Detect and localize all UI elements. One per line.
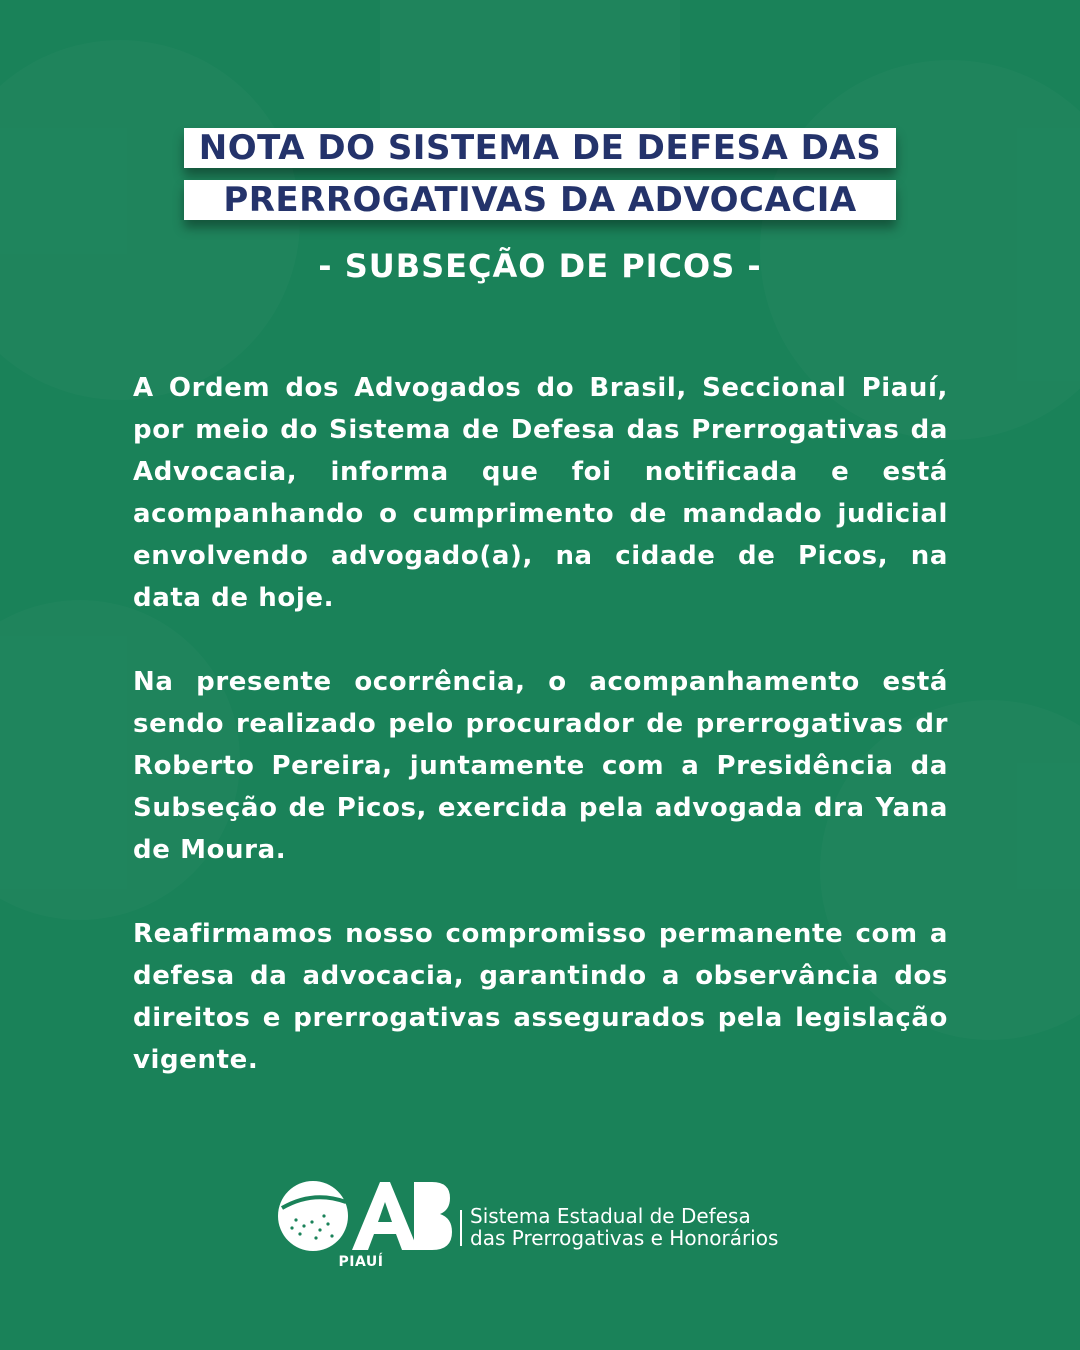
paragraph-1: A Ordem dos Advogados do Brasil, Seccional Piauí, por meio do Sistema de Defesa das Prerrogativas da Advocacia, informa que foi notificada e está acompanhando o cumprimento de mandado judicial envolvendo advogado(a), na cidade de Picos, na data de hoje. <box>133 373 948 613</box>
oab-logo-icon <box>276 1180 452 1252</box>
title-line-2: PRERROGATIVAS DA ADVOCACIA <box>184 180 896 220</box>
title-line-1: NOTA DO SISTEMA DE DEFESA DAS <box>184 128 896 168</box>
footer <box>276 1180 778 1280</box>
oab-logo <box>276 1180 452 1270</box>
paragraph-2: Na presente ocorrência, o acompanhamento está sendo realizado pelo procurador de prerrogativas dr Roberto Pereira, juntamente com a Presidência da Subseção de Picos, exercida pela advogada dra Yana de Moura. <box>133 667 948 865</box>
system-line-1: Sistema Estadual de Defesa <box>470 1204 751 1228</box>
logo-subtitle: PIAUÍ <box>338 1254 384 1270</box>
system-name <box>470 1205 778 1249</box>
header <box>0 128 1080 286</box>
footer-divider <box>460 1210 462 1246</box>
subtitle: - SUBSEÇÃO DE PICOS - <box>318 247 762 285</box>
body-text <box>133 367 948 1123</box>
paragraph-3: Reafirmamos nosso compromisso permanente com a defesa da advocacia, garantindo a observância dos direitos e prerrogativas assegurados pela legislação vigente. <box>133 919 948 1075</box>
system-line-2: das Prerrogativas e Honorários <box>470 1226 779 1250</box>
